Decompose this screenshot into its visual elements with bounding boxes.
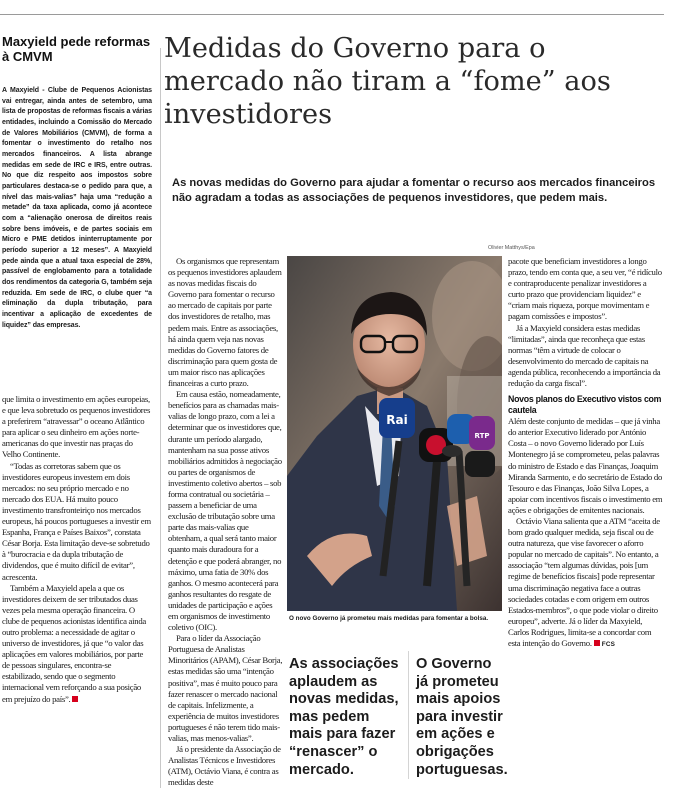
article-column-3 — [508, 256, 664, 650]
photo-credit: Olivier Matthys/Epa — [488, 245, 535, 251]
sidebar-title: Maxyield pede reformas à CMVM — [2, 34, 151, 64]
end-mark — [594, 640, 600, 646]
pull-quote-divider — [408, 651, 409, 779]
pull-quote: O Governo já prometeu mais apoios para investir em ações e obrigações portuguesas. — [416, 656, 508, 778]
article-lead: As novas medidas do Governo para ajudar a fomentar o recurso aos mercados financeiros não agradam a todas as associações de pequenos investidores, que pedem mais. — [172, 177, 656, 204]
end-mark — [72, 696, 78, 702]
article-paragraph: Já o presidente da Associação de Analistas Técnicos e Investidores (ATM), Octávio Viana, é contra as medidas deste — [168, 744, 281, 788]
article-paragraph — [508, 516, 664, 650]
article-paragraph: Em causa estão, nomeadamente, benefícios para as chamadas mais-valias de longo prazo, com a lei a determinar que os investidores que, durante um período alargado, mantenham na sua posse ativos mobiliários admitidos à negociação ou partes de organismos de investimento coletivo abertos – sob forma contratual ou societária – passem a beneficiar de uma exclusão de tributação sobre uma parte das mais-valias que obtenham, a qual será tanto maior quanto mais duradoura for a detenção e que poderá abranger, no máximo, uma fatia de 30% dos ganhos. O mesmo acontecerá para ganhos resultantes do resgate de unidades de participação e ações em organismos de investimento coletivo (OIC). — [168, 389, 282, 633]
sidebar-paragraph-text: Também a Maxyield apela a que os investidores deixem de ser tributados duas vezes pela mesma operação financeira. O clube de pequenos acionistas identifica ainda outro problema: a necessidade de agitar o universo de investidores, já que “o valor das aplicações em valores mobiliários, por parte de pessoas singulares, encontra-se estabilizado, sendo que o segmento internacional vem reforçando a sua posição em prejuízo do país”. — [2, 582, 146, 704]
pull-quote: As associações aplaudem as novas medidas, mas pedem mais para fazer “renascer” o mercado. — [289, 656, 399, 778]
article-photo — [287, 256, 502, 611]
section-subhead: Novos planos do Executivo vistos com cautela — [508, 394, 662, 416]
column-divider — [160, 48, 161, 788]
top-rule — [0, 14, 664, 15]
article-paragraph: Além deste conjunto de medidas – que já vinha do anterior Executivo liderado por António Costa – o novo Governo liderado por Luís Montenegro já se comprometeu, pelas palavras do ministro de Estado e das Finanças, Joaquim Miranda Sarmento, e do secretário de Estado do Tesouro e das Finanças, João Silva Lopes, a apoiar com incentivos fiscais o investimento em ações e obrigações de emitentes nacionais. — [508, 416, 663, 515]
sidebar-body — [2, 394, 152, 705]
mic-brand-label: RTP — [474, 432, 490, 440]
article-column-1 — [168, 256, 284, 789]
article-paragraph: Os organismos que representam os pequenos investidores aplaudem as novas medidas fiscais do Governo para fomentar o recurso ao mercado de capitais por parte dos investidores de retalho, mas pedem mais. Entre as associações, há ainda quem veja nas novas medidas do Governo fatores de discriminação para quem gosta de um maior risco nas aplicações financeiras a curto prazo. — [168, 256, 282, 389]
article-headline: Medidas do Governo para o mercado não tiram a “fome” aos investidores — [164, 33, 611, 130]
photo-caption: O novo Governo já prometeu mais medidas para fomentar a bolsa. — [289, 615, 489, 622]
article-paragraph: Para o líder da Associação Portuguesa de Analistas Minoritários (APAM), César Borja, estas medidas são uma “intenção positiva”, mas é muito pouco para fazer renascer o mercado nacional de capitais. Infelizmente, a experiência de muitos investidores portugueses é não terem tido mais-valias, mas menos-valias”. — [168, 633, 283, 744]
sidebar-brief: A Maxyield - Clube de Pequenos Acionistas vai entregar, ainda antes de setembro, uma lista de propostas de reformas fiscais a várias entidades, incluindo a Comissão do Mercado de Valores Mobiliários (CMVM), de forma a fomentar o investimento do retalho nos mercados financeiros. A lista abrange medidas em sede de IRC e IRS, entre outras. No que diz respeito aos impostos sobre particulares destaca-se o pedido para que, a nível das mais-valias” haja uma “redução a metade” da taxa aplicada, como já acontece com a “alienação onerosa de direitos reais sobre bens imóveis, e de partes sociais em Micro e PME detidos ininterruptamente por período superior a 12 meses”. A Maxyield pede ainda que a atual taxa especial de 28%, passível de englobamento para a totalidade dos rendimentos da categoria G, também seja reduzida. Em sede de IRC, o clube quer “a eliminação da dupla tributação, para incentivar a aplicação de excedentes de liquidez” das empresas. — [2, 87, 152, 329]
sidebar-paragraph: “Todas as corretoras sabem que os investidores europeus investem em dois mercados: no seu próprio mercado e no mercado dos EUA. Há muito pouco investimento transfronteiriço nos mercados europeus, há poucos portugueses a investir em Espanha, França e Países Baixos”, constata César Borja. Esta limitação deve-se sobretudo à “burocracia e da dupla tributação de dividendos, que é muito difícil de evitar”, acrescenta. — [2, 460, 151, 582]
politician-photo-illustration — [287, 256, 502, 611]
sidebar-paragraph: que limita o investimento em ações europeias, e que leva sobretudo os pequenos investidores a preferirem “atravessar” o oceano Atlântico para aplicar o seu dinheiro em ações norte-americanas do que investir nas praças do Velho Continente. — [2, 394, 151, 460]
mic-brand-label: Rai — [386, 413, 408, 427]
sidebar-paragraph — [2, 583, 152, 705]
author-byline: FCS — [601, 641, 616, 648]
article-paragraph: pacote que beneficiam investidores a longo prazo, tendo em conta que, a seu ver, “é ridículo e contraproducente penalizar investidores a curto prazo que providenciam liquidez” e “criam mais riqueza, porque movimentam e pagam comissões e impostos”. — [508, 256, 662, 322]
article-paragraph-text: Octávio Viana salienta que a ATM “aceita de bom grado qualquer medida, seja fiscal ou de outra natureza, que vise favorecer o aforro popular no mercado de capitais”. No entanto, a associação “tem algumas dúvidas, pois [um regime de benefícios fiscais] pode representar uma discriminação negativa face a outras sociedades cotadas e com origem em outros Estados-membros”, o que pode violar o direito europeu”, adverte. Já o líder da Maxyield, Carlos Rodrigues, limita-se a concordar com esta intenção do Governo. — [508, 515, 660, 648]
article-paragraph: Já a Maxyield considera estas medidas “limitadas”, ainda que reconheça que estas normas “têm a virtude de colocar o desenvolvimento do mercado de capitais na agenda pública, reconhecendo a importância da redução da carga fiscal”. — [508, 322, 661, 389]
